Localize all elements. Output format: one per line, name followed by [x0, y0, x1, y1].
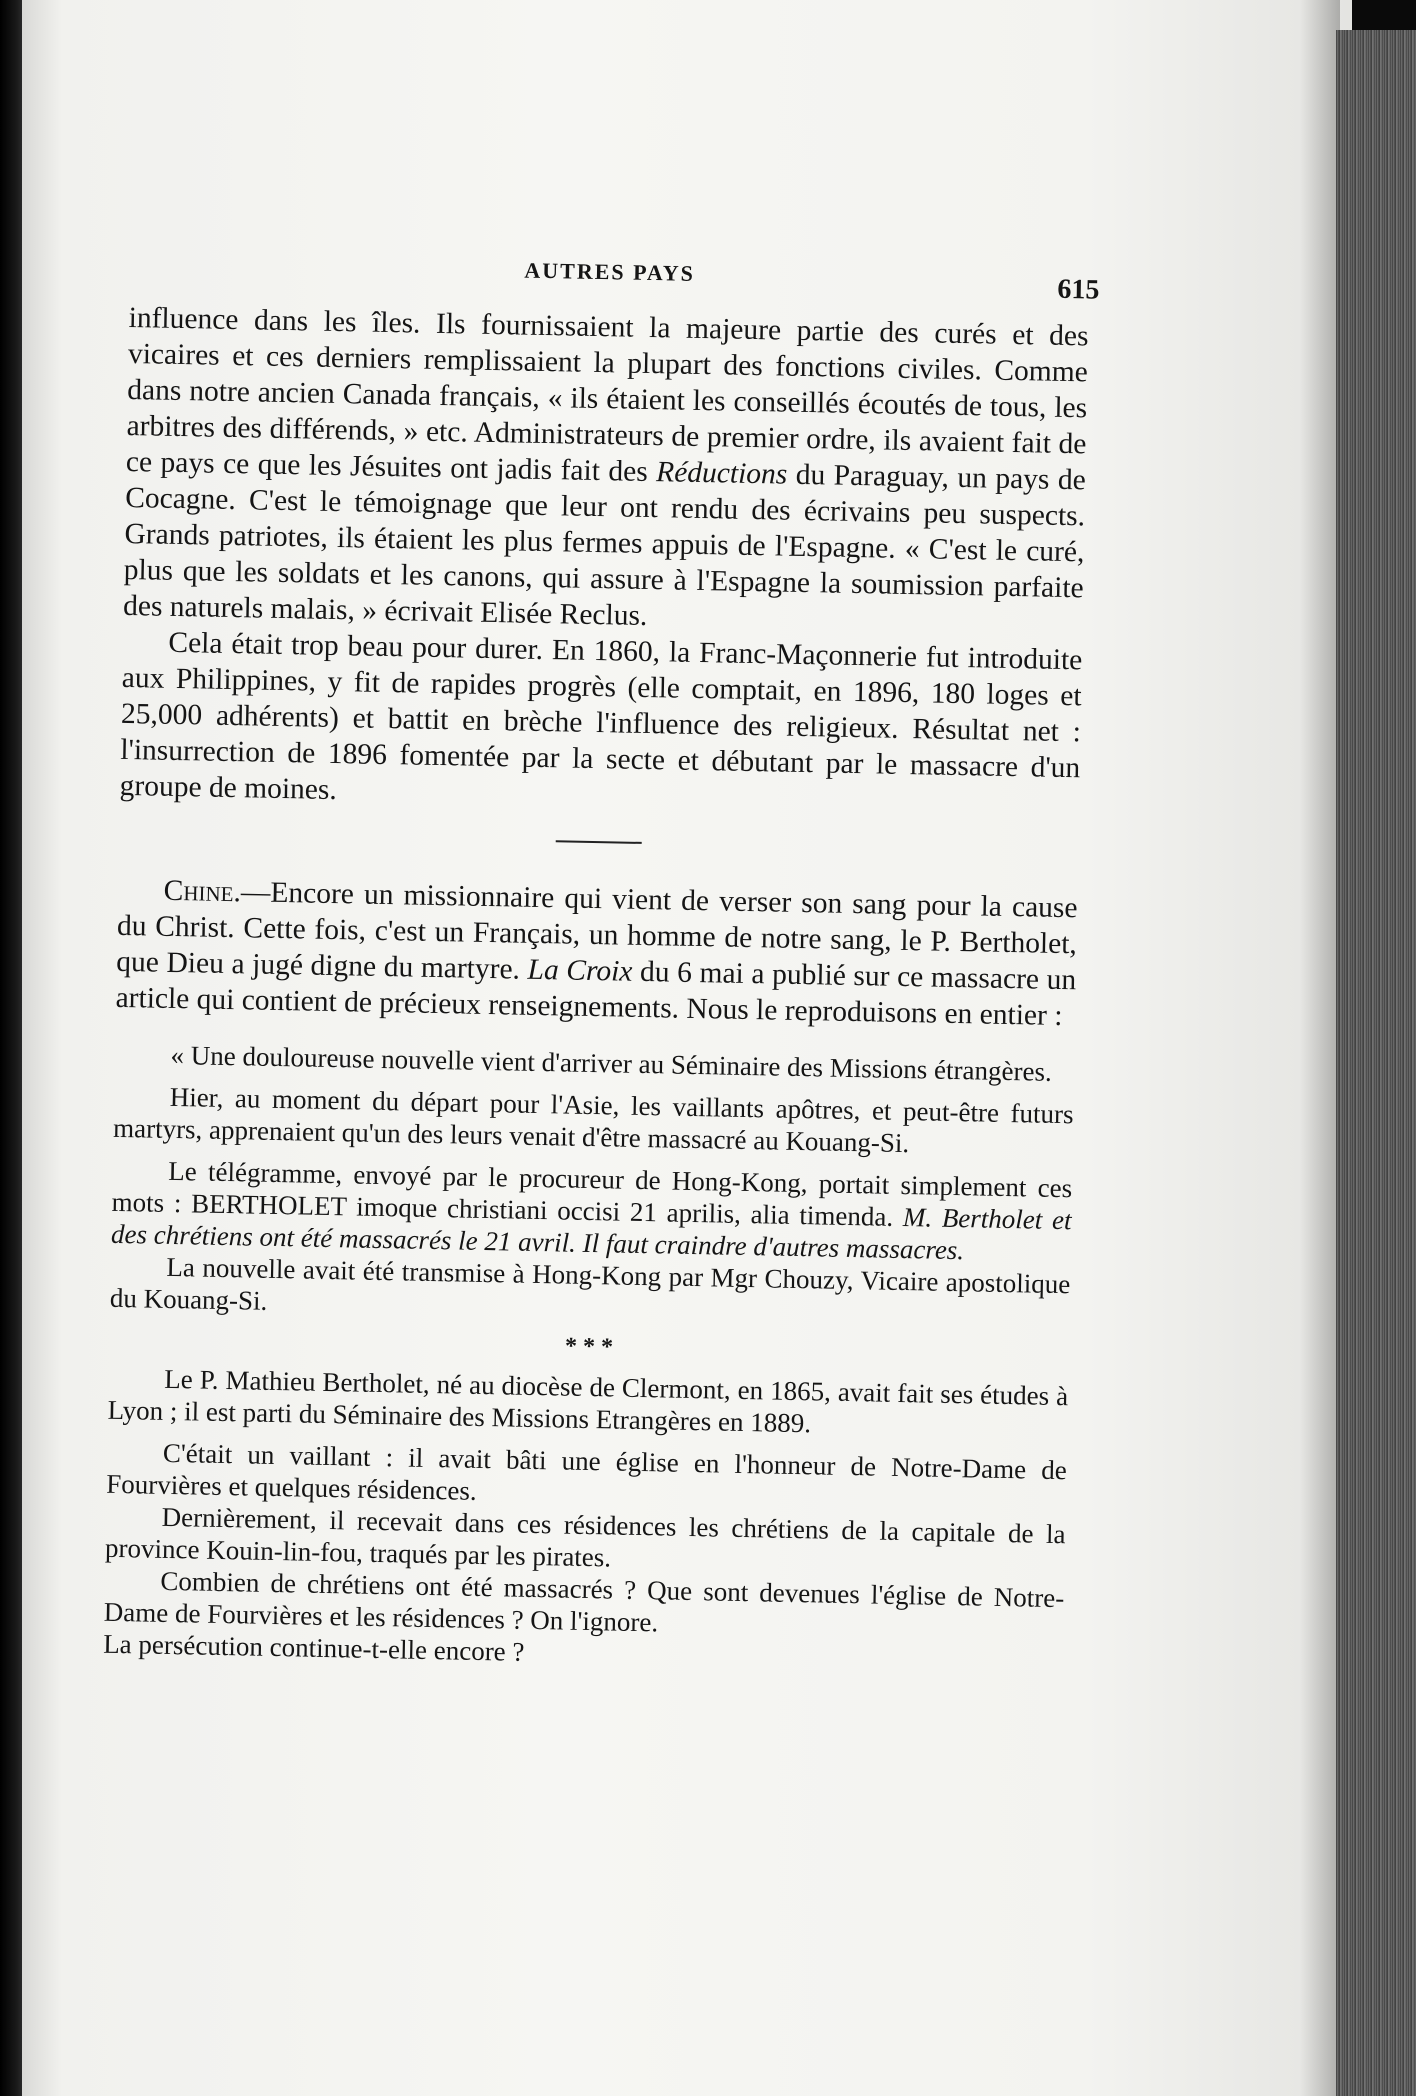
- running-head: AUTRES PAYS: [524, 257, 696, 286]
- quote-paragraph: C'était un vaillant : il avait bâti une église en l'honneur de Notre-Dame de Fourvières et quelques résidences.: [106, 1437, 1068, 1506]
- asterism: * * *: [564, 1333, 614, 1361]
- quote-paragraph: [111, 1154, 1073, 1268]
- paragraph-text: —Encore un missionnaire qui vient de verser son sang pour la cause du Christ. Cette fois, c'est un Français, un homme de notre sang, le P. Bertholet, que Dieu a jugé digne du martyre.: [116, 876, 1078, 986]
- italic-text: Réductions: [655, 456, 788, 491]
- paragraph-text: influence dans les îles. Ils fournissaient la majeure partie des curés et des vicaires et ces derniers remplissaient la plupart des fonctions civiles. Comme dans notre ancien Canada français, « ils étaient les conseillés écoutés de tous, les arbitres des différends, » etc. Administrateurs de premier ordre, ils avaient fait de ce pays ce que les Jésuites ont jadis fait des: [125, 301, 1089, 489]
- paragraph: Cela était trop beau pour durer. En 1860, la Franc-Maçonnerie fut introduite aux Philippines, y fit de rapides progrès (elle comptait, en 1896, 180 loges et 25,000 adhérents) et battit en brèche l'influence des religieux. Résultat net : l'insurrection de 1896 fomentée par la secte et débutant par le massacre d'un groupe de moines.: [119, 626, 1083, 807]
- quote-paragraph: Combien de chrétiens ont été massacrés ? Que sont devenues l'église de Notre-Dame de Fourvières et les résidences ? On l'ignore.: [103, 1565, 1065, 1638]
- quote-paragraph: « Une douloureuse nouvelle vient d'arriver au Séminaire des Missions étrangères.: [170, 1039, 1053, 1087]
- quote-paragraph: Hier, au moment du départ pour l'Asie, les vaillants apôtres, et peut-être futurs martyrs, apprenaient qu'un des leurs venait d'être massacré au Kouang-Si.: [112, 1081, 1074, 1159]
- quote-paragraph: Le P. Mathieu Bertholet, né au diocèse de Clermont, en 1865, avait fait ses études à Lyon ; il est parti du Séminaire des Missions Etrangères en 1889.: [107, 1363, 1069, 1439]
- page-stack-edge: [1336, 30, 1416, 2096]
- quote-paragraph: La persécution continue-t-elle encore ?: [102, 1628, 525, 1667]
- page-shadow: [1300, 0, 1340, 2096]
- paragraph: [115, 872, 1078, 1034]
- section-heading: Chine.: [163, 874, 242, 909]
- page-text: [102, 250, 1100, 1678]
- page-number: 615: [1057, 273, 1100, 306]
- paragraph-text: Le télégramme, envoyé par le procureur de Hong-Kong, portait simplement ces mots : BERTHOLET imoque christiani occisi 21 aprilis, alia timenda.: [111, 1155, 1073, 1233]
- italic-text: M. Bertholet et des chrétiens ont été massacrés le 21 avril. Il faut craindre d'autres massacres.: [110, 1202, 1072, 1266]
- quote-paragraph: Dernièrement, il recevait dans ces résidences les chrétiens de la capitale de la province Kouin-lin-fou, traqués par les pirates.: [104, 1501, 1066, 1573]
- paragraph-text: du Paraguay, un pays de Cocagne. C'est le témoignage que leur ont rendu des écrivains peu suspects. Grands patriotes, ils étaient les plus fermes appuis de l'Espagne. « C'est le curé, plus que les soldats et les canons, qui assure à l'Espagne la soumission parfaite des naturels malais, » écrivait Elisée Reclus.: [122, 458, 1087, 632]
- quote-paragraph: La nouvelle avait été transmise à Hong-Kong par Mgr Chouzy, Vicaire apostolique du Kouang-Si.: [109, 1251, 1071, 1316]
- section-divider: [556, 840, 642, 844]
- italic-text: La Croix: [527, 953, 633, 988]
- paragraph-text: du 6 mai a publié sur ce massacre un article qui contient de précieux renseignements. Nous le reproduisons en entier :: [115, 955, 1077, 1033]
- paragraph: [123, 300, 1089, 642]
